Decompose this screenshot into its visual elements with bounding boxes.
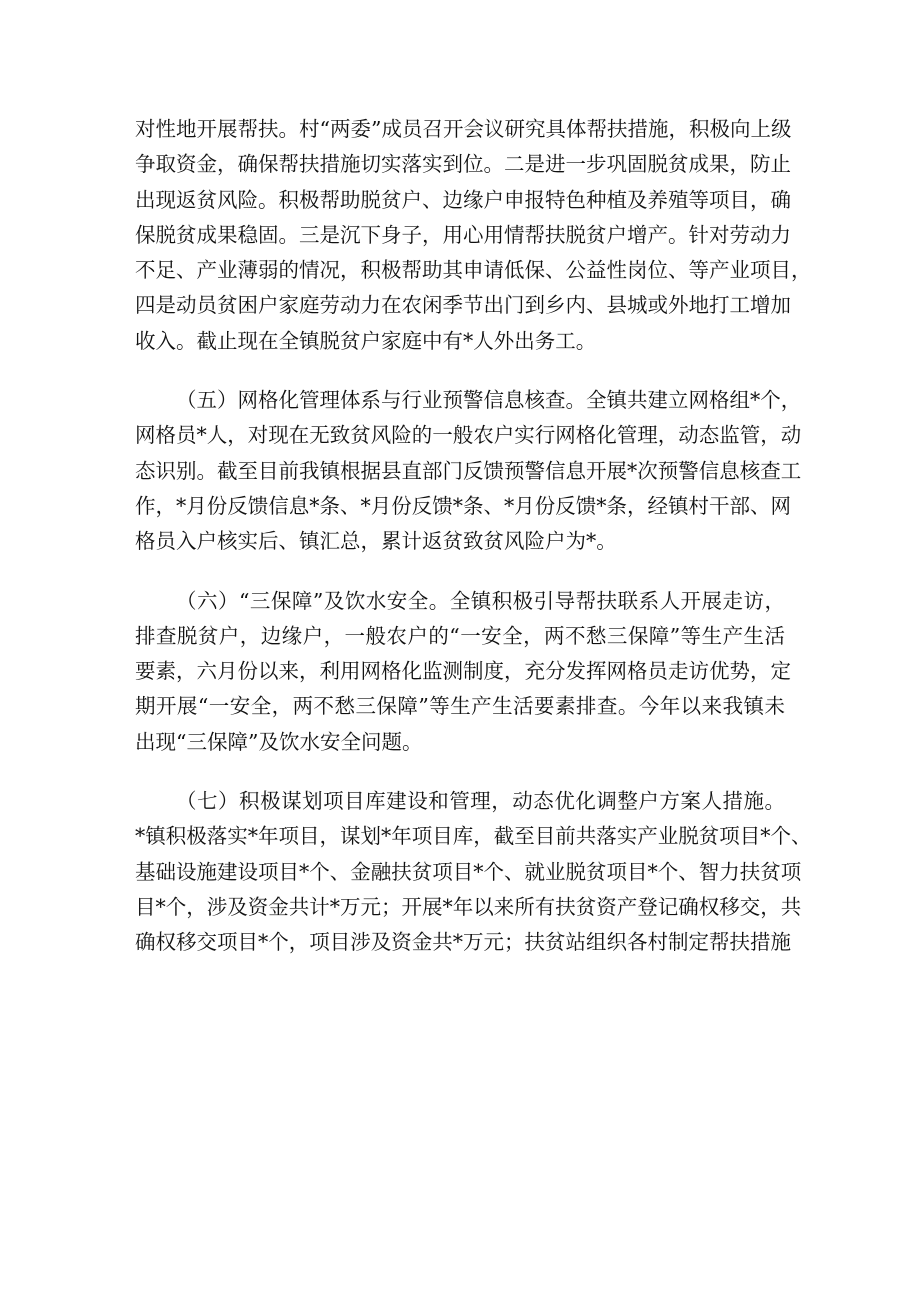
text-line: 态识别。截至目前我镇根据县直部门反馈预警信息开展*次预警信息核查工 (135, 458, 802, 483)
text-line: 争取资金，确保帮扶措施切实落实到位。二是进一步巩固脱贫成果，防止 (135, 152, 791, 177)
text-line: 四是动员贫困户家庭劳动力在农闲季节出门到乡内、县城或外地打工增加 (135, 293, 791, 318)
paragraph-p-5 (135, 383, 802, 559)
text-line: 排查脱贫户，边缘户，一般农户的“一安全，两不愁三保障”等生产生活 (135, 623, 785, 648)
text-line: 出现返贫风险。积极帮助脱贫户、边缘户申报特色种植及养殖等项目，确 (135, 187, 791, 212)
text-line: 保脱贫成果稳固。三是沉下身子，用心用情帮扶脱贫户增产。针对劳动力 (135, 222, 791, 247)
text-line: （六）“三保障”及饮水安全。全镇积极引导帮扶联系人开展走访， (176, 588, 785, 613)
text-line: *镇积极落实*年项目，谋划*年项目库，截至目前共落实产业脱贫项目*个、 (135, 824, 812, 849)
text-line: 基础设施建设项目*个、金融扶贫项目*个、就业脱贫项目*个、智力扶贫项 (135, 859, 802, 884)
text-line: （五）网格化管理体系与行业预警信息核查。全镇共建立网格组*个， (176, 388, 802, 413)
document-page (135, 112, 812, 985)
text-line: 对性地开展帮扶。村“两委”成员召开会议研究具体帮扶措施，积极向上级 (135, 117, 792, 141)
text-line: 要素，六月份以来，利用网格化监测制度，充分发挥网格员走访优势，定 (135, 659, 791, 684)
paragraph-p-7 (135, 784, 812, 960)
text-line: 不足、产业薄弱的情况，积极帮助其申请低保、公益性岗位、等产业项目， (135, 258, 812, 283)
text-line: 网格员*人，对现在无致贫风险的一般农户实行网格化管理，动态监管，动 (135, 423, 802, 448)
text-line: 格员入户核实后、镇汇总，累计返贫致贫风险户为*。 (135, 529, 617, 554)
text-line: 收入。截止现在全镇脱贫户家庭中有*人外出务工。 (135, 328, 597, 353)
text-line: 期开展“一安全，两不愁三保障”等生产生活要素排查。今年以来我镇未 (135, 694, 785, 719)
paragraph-p-continued (135, 112, 812, 359)
text-line: 作，*月份反馈信息*条、*月份反馈*条、*月份反馈*条，经镇村干部、网 (135, 493, 791, 518)
paragraph-p-6 (135, 584, 791, 760)
text-line: 确权移交项目*个，项目涉及资金共*万元；扶贫站组织各村制定帮扶措施 (135, 930, 791, 955)
text-line: 出现“三保障”及饮水安全问题。 (135, 729, 423, 754)
text-line: 目*个，涉及资金共计*万元；开展*年以来所有扶贫资产登记确权移交，共 (135, 894, 802, 919)
text-line: （七）积极谋划项目库建设和管理，动态优化调整户方案人措施。 (176, 789, 785, 814)
